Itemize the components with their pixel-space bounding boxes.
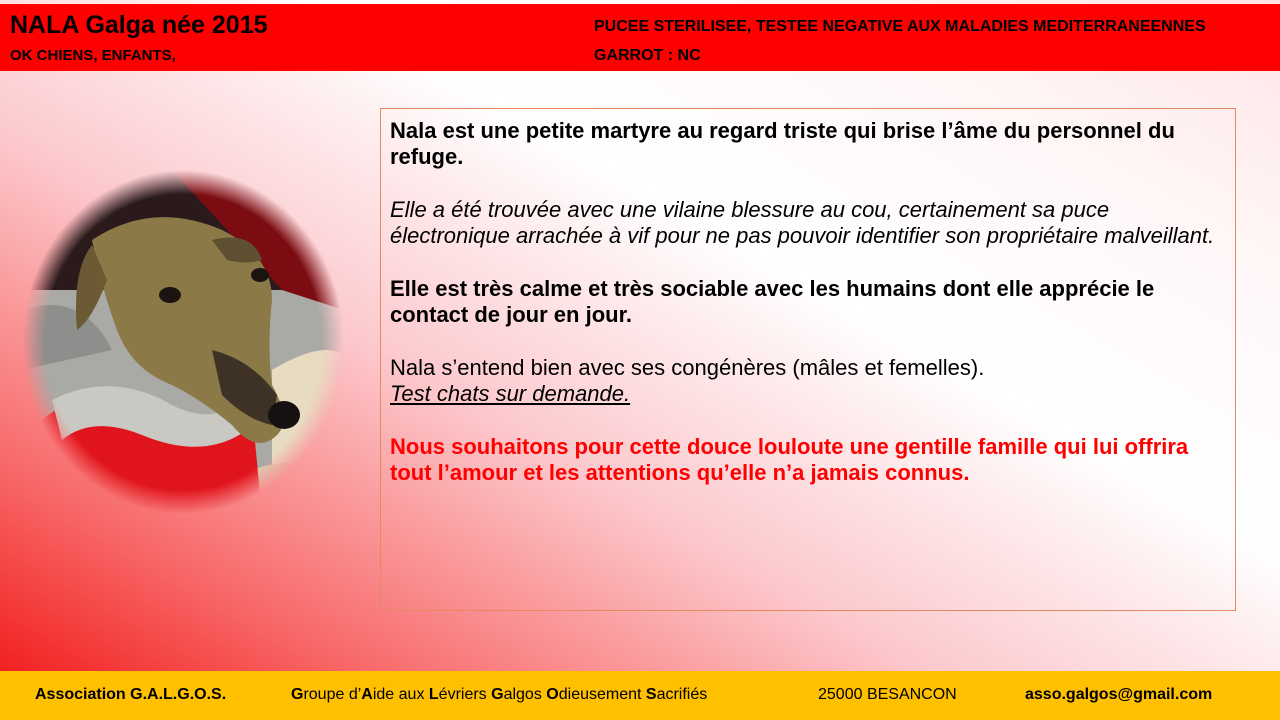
injury-paragraph: Elle a été trouvée avec une vilaine blessure au cou, certainement sa puce électronique arrachée à vif pour ne pas pouvoir identifier son propriétaire malveillant. (390, 197, 1215, 248)
dog-name-title: NALA Galga née 2015 (10, 11, 268, 39)
compatibility-info: OK CHIENS, ENFANTS, (10, 47, 176, 64)
acronym-letter: S (645, 686, 657, 703)
contact-email: asso.galgos@gmail.com (1025, 686, 1213, 703)
adoption-wish-paragraph: Nous souhaitons pour cette douce louloute une gentille famille qui lui offrira tout l’amour et les attentions qu’elle n’a jamais connus. (390, 434, 1189, 485)
acronym-letter: O (546, 686, 559, 703)
association-name: Association G.A.L.G.O.S. (35, 686, 227, 703)
acronym-letter: G (491, 686, 504, 703)
health-info: PUCEE STERILISEE, TESTEE NEGATIVE AUX MALADIES MEDITERRANEENNES (594, 18, 1206, 35)
temperament-paragraph: Elle est très calme et très sociable avec les humains dont elle apprécie le contact de jour en jour. (390, 276, 1155, 327)
cats-test-note: Test chats sur demande. (390, 381, 631, 406)
acronym-word: dieusement (558, 686, 646, 703)
header-banner (0, 4, 1280, 71)
dog-photo (22, 170, 344, 515)
association-acronym-expansion (291, 686, 707, 704)
acronym-word: acrifiés (656, 686, 708, 703)
acronym-word: ide aux (372, 686, 429, 703)
association-city: 25000 BESANCON (818, 686, 957, 703)
acronym-letter: L (428, 686, 439, 703)
description-box (380, 108, 1236, 611)
footer-banner (0, 671, 1280, 720)
acronym-word: algos (503, 686, 547, 703)
acronym-word: évriers (438, 686, 492, 703)
acronym-letter: G (291, 686, 304, 703)
garrot-info: GARROT : NC (594, 47, 701, 64)
acronym-word: roupe d’ (303, 686, 362, 703)
intro-paragraph: Nala est une petite martyre au regard triste qui brise l’âme du personnel du refuge. (390, 118, 1175, 169)
acronym-letter: A (361, 686, 373, 703)
dogs-compatibility-paragraph: Nala s’entend bien avec ses congénères (mâles et femelles). (390, 355, 985, 380)
